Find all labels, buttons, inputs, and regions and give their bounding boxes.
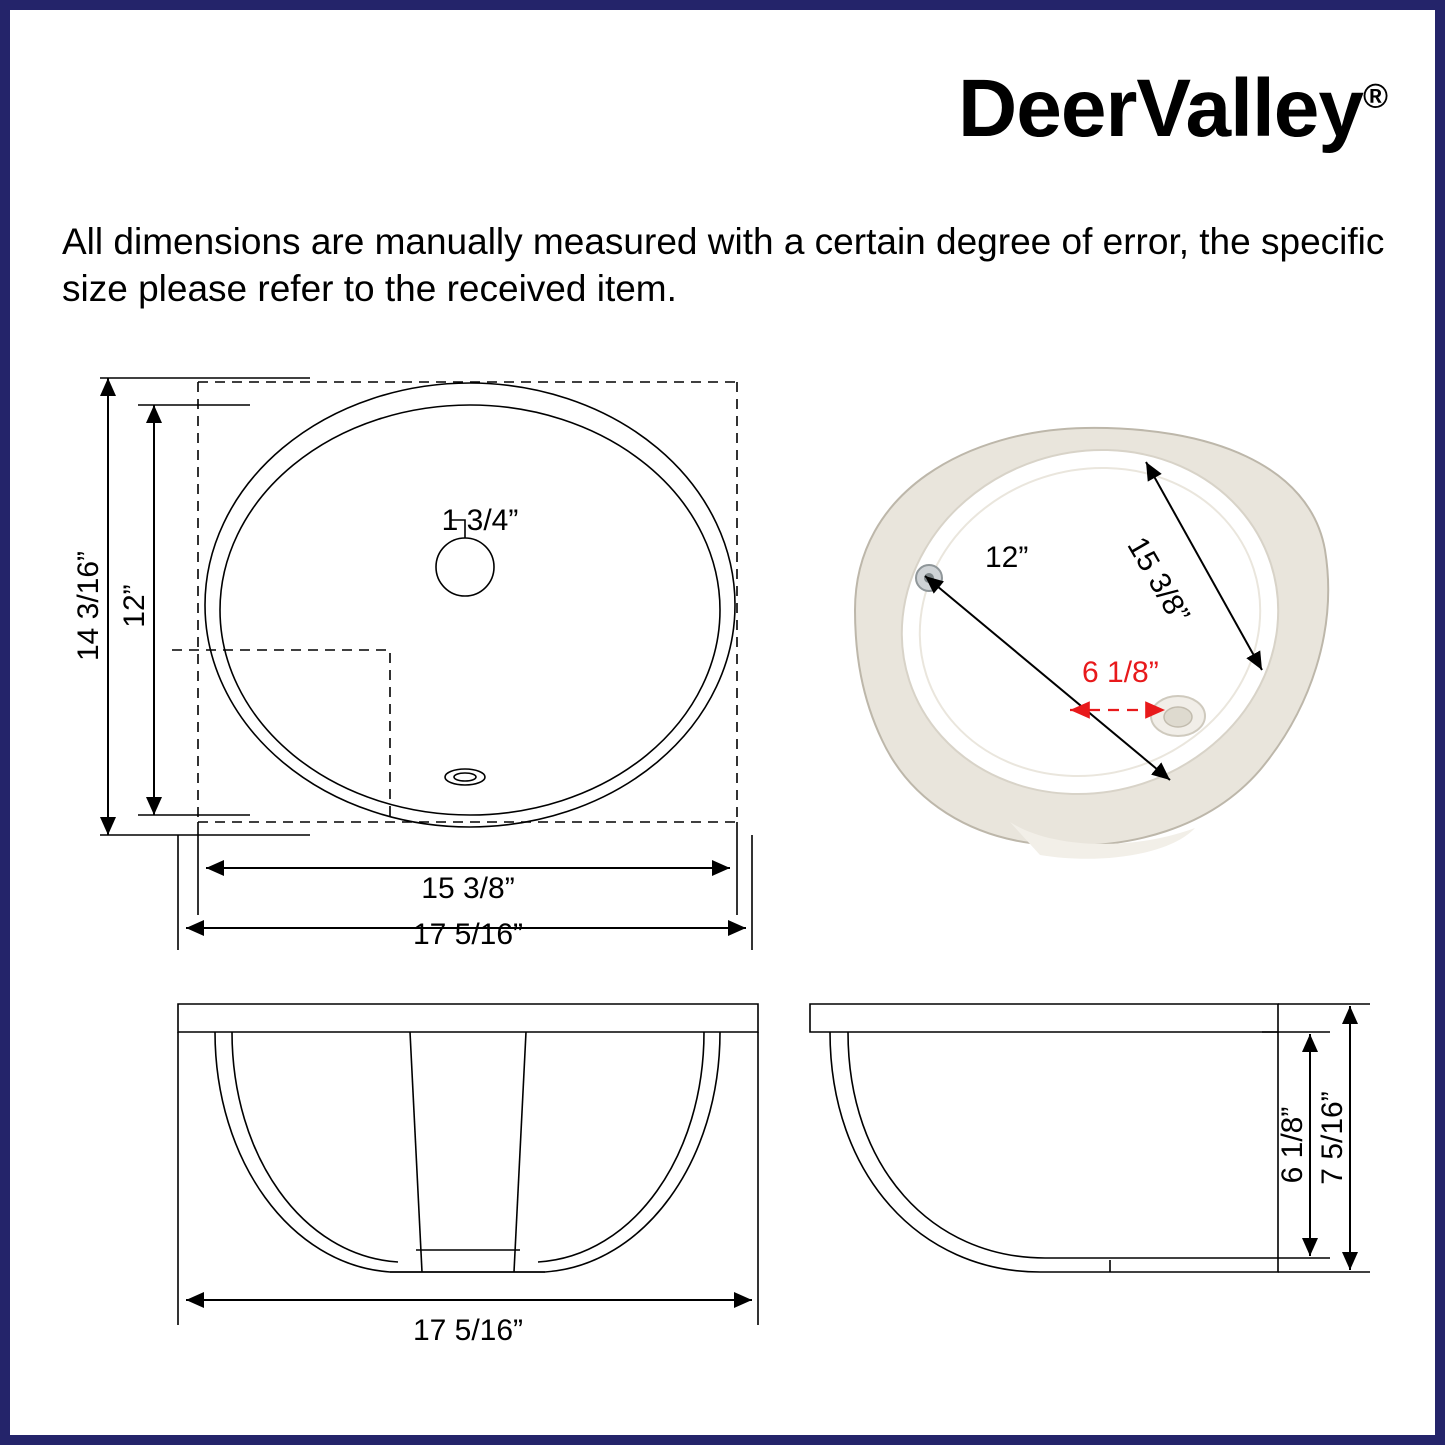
registered-mark: ® bbox=[1362, 77, 1387, 116]
dimension-drawings bbox=[10, 10, 1445, 1455]
product-photo-group bbox=[855, 402, 1328, 859]
faucet-hole-label: 1 3/4” bbox=[441, 504, 519, 537]
top-overall-height-label: 14 3/16” bbox=[72, 550, 105, 662]
top-bowl-height-label: 12” bbox=[118, 584, 151, 628]
top-bowl-width-label: 15 3/8” bbox=[421, 872, 515, 905]
photo-bowl-width-label: 12” bbox=[985, 541, 1029, 574]
photo-bowl-depth-label: 6 1/8” bbox=[1082, 656, 1159, 689]
side-section-group bbox=[810, 1004, 1370, 1272]
front-overall-width-label: 17 5/16” bbox=[412, 1314, 524, 1347]
disclaimer-note: All dimensions are manually measured with a certain degree of error, the specific size please refer to the received item. bbox=[62, 221, 1385, 310]
front-section-group bbox=[178, 1004, 758, 1347]
side-bowl-depth-label: 6 1/8” bbox=[1276, 1106, 1309, 1184]
photo-bowl-length-label: 15 3/8” bbox=[1120, 531, 1196, 629]
side-overall-depth-label: 7 5/16” bbox=[1316, 1091, 1349, 1185]
top-view-group bbox=[72, 378, 752, 951]
top-overall-width-label: 17 5/16” bbox=[412, 918, 524, 951]
diagram-inner bbox=[10, 10, 1435, 1435]
brand-name: DeerValley bbox=[958, 63, 1363, 154]
